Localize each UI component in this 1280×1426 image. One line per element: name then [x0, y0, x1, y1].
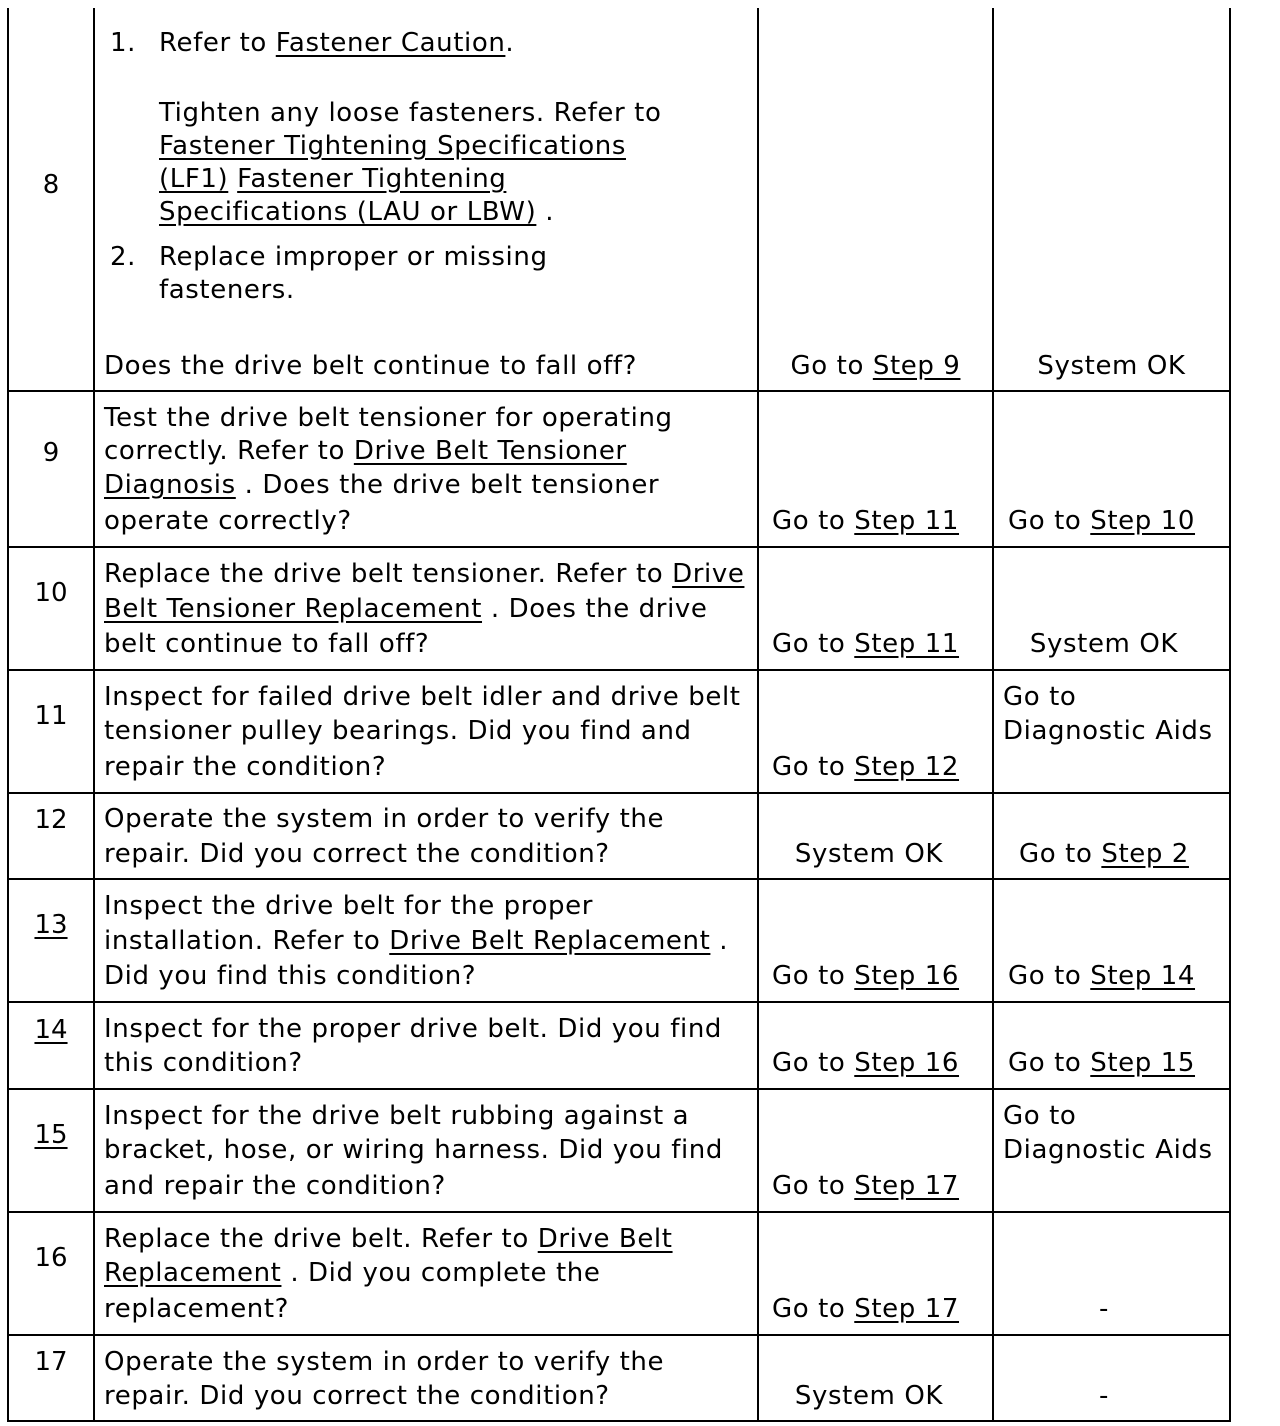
fastener-caution-link[interactable]: Fastener Caution [275, 28, 506, 58]
grid-line [7, 1001, 1231, 1003]
paragraph-line: Inspect the drive belt for the proper [104, 891, 593, 921]
static-text: Go to [1007, 1048, 1091, 1078]
step-number [9, 1118, 93, 1152]
step-number-link[interactable]: 15 [34, 1120, 68, 1150]
static-text: Go to [771, 752, 855, 782]
static-text: . Does the drive belt tensioner [235, 470, 660, 500]
step-link[interactable]: Step 14 [1090, 961, 1196, 991]
yes-action [759, 1046, 972, 1080]
fastener-tightening-specifications-lf1-link[interactable]: Fastener Tightening Specifications [159, 131, 626, 161]
yes-action [759, 959, 972, 993]
list-number: 2. [110, 242, 137, 272]
paragraph-line: and repair the condition? [104, 1171, 446, 1201]
paragraph-line: Inspect for the proper drive belt. Did you find [104, 1014, 722, 1044]
no-action: Diagnostic Aids [1003, 716, 1213, 746]
static-text: installation. Refer to [104, 926, 390, 956]
grid-line [7, 1211, 1231, 1213]
step-number-link[interactable]: 14 [34, 1015, 68, 1045]
yes-action [759, 627, 972, 661]
static-text: . Does the drive [482, 594, 708, 624]
drive-belt-replacement-link[interactable]: Replacement [104, 1258, 282, 1288]
fastener-tightening-specifications-lau-link[interactable]: Fastener Tightening [237, 164, 507, 194]
step-number [9, 1013, 93, 1047]
paragraph-line [159, 195, 554, 229]
step-number [9, 908, 93, 942]
paragraph-line [159, 129, 626, 163]
static-text: Go to [771, 629, 855, 659]
grid-line [7, 1334, 1231, 1336]
step-number: 16 [34, 1243, 68, 1273]
yes-action [759, 349, 992, 383]
static-text: Go to [771, 1048, 855, 1078]
grid-line [992, 8, 994, 1422]
step-number: 8 [42, 170, 60, 200]
paragraph-line: Did you find this condition? [104, 961, 477, 991]
step-link[interactable]: Step 17 [854, 1294, 960, 1324]
static-text: Go to [790, 351, 873, 381]
no-action [994, 1046, 1209, 1080]
paragraph-line [104, 1222, 673, 1256]
no-action [994, 837, 1214, 871]
step-number: 9 [42, 438, 60, 468]
fastener-tightening-specifications-lau-link[interactable]: Specifications (LAU or LBW) [159, 197, 537, 227]
paragraph-line: Tighten any loose fasteners. Refer to [159, 98, 662, 128]
question-text: Does the drive belt continue to fall off? [104, 351, 638, 381]
static-text: Go to [771, 506, 855, 536]
static-text: Go to [1019, 839, 1102, 869]
paragraph-line: bracket, hose, or wiring harness. Did you find [104, 1135, 723, 1165]
paragraph-line [104, 468, 659, 502]
grid-line [7, 390, 1231, 392]
static-text: Go to [771, 1294, 855, 1324]
list-item-text: fasteners. [159, 275, 295, 305]
step-link[interactable]: Step 2 [1101, 839, 1189, 869]
no-action: - [1099, 1294, 1109, 1324]
grid-line [7, 878, 1231, 880]
grid-line [7, 546, 1231, 548]
static-text: correctly. Refer to [104, 436, 354, 466]
yes-action: System OK [794, 1381, 944, 1411]
step-number: 12 [34, 805, 68, 835]
paragraph-line: Operate the system in order to verify the [104, 1347, 665, 1377]
no-action: System OK [1037, 351, 1186, 381]
list-item [110, 240, 136, 274]
static-text: Go to [1007, 506, 1091, 536]
no-action: Go to [1003, 682, 1077, 712]
no-action: - [1099, 1381, 1109, 1411]
paragraph-line: this condition? [104, 1048, 303, 1078]
drive-belt-tensioner-diagnosis-link[interactable]: Drive Belt Tensioner [353, 436, 627, 466]
static-text: Go to [771, 961, 855, 991]
yes-action [759, 1292, 972, 1326]
step-link[interactable]: Step 17 [854, 1171, 960, 1201]
no-action [994, 959, 1209, 993]
paragraph-line [104, 924, 728, 958]
step-number: 11 [34, 701, 68, 731]
grid-line [93, 8, 95, 1422]
step-number: 10 [34, 578, 68, 608]
paragraph-line: Inspect for failed drive belt idler and drive belt [104, 682, 741, 712]
static-text: Replace the drive belt tensioner. Refer to [104, 559, 673, 589]
yes-action [759, 750, 972, 784]
paragraph-line [104, 592, 707, 626]
step-number-link[interactable]: 13 [34, 910, 68, 940]
drive-belt-tensioner-replacement-link[interactable]: Drive [672, 559, 745, 589]
fastener-tightening-specifications-lf1-link[interactable]: (LF1) [159, 164, 229, 194]
static-text: . Did you complete the [281, 1258, 601, 1288]
grid-line [1229, 8, 1231, 1422]
drive-belt-tensioner-replacement-link[interactable]: Belt Tensioner Replacement [104, 594, 483, 624]
step-link[interactable]: Step 15 [1090, 1048, 1196, 1078]
paragraph-line: belt continue to fall off? [104, 629, 430, 659]
paragraph-line [159, 162, 506, 196]
paragraph-line [104, 557, 744, 591]
paragraph-line: Test the drive belt tensioner for operating [104, 403, 673, 433]
yes-action [759, 504, 972, 538]
step-link[interactable]: Step 12 [854, 752, 960, 782]
step-link[interactable]: Step 10 [1090, 506, 1196, 536]
step-link[interactable]: Step 16 [854, 961, 960, 991]
grid-line [7, 1420, 1231, 1422]
drive-belt-replacement-link[interactable]: Drive Belt Replacement [389, 926, 711, 956]
paragraph-line: repair. Did you correct the condition? [104, 839, 610, 869]
yes-action: System OK [794, 839, 944, 869]
list-item-text [159, 26, 514, 60]
grid-line [7, 669, 1231, 671]
paragraph-line [104, 434, 627, 468]
no-action: System OK [1029, 629, 1179, 659]
static-text: Refer to [159, 28, 276, 58]
step-number: 17 [34, 1347, 68, 1377]
list-item-text: Replace improper or missing [159, 242, 548, 272]
static-text: Go to [771, 1171, 855, 1201]
grid-line [7, 1088, 1231, 1090]
paragraph-line: repair the condition? [104, 752, 387, 782]
step-link[interactable]: Step 11 [854, 629, 960, 659]
paragraph-line: Inspect for the drive belt rubbing against a [104, 1101, 690, 1131]
paragraph-line: Operate the system in order to verify the [104, 804, 665, 834]
step-link[interactable]: Step 16 [854, 1048, 960, 1078]
yes-action [759, 1169, 972, 1203]
no-action: Go to [1003, 1101, 1077, 1131]
static-text: . [545, 197, 555, 227]
drive-belt-replacement-link[interactable]: Drive Belt [537, 1224, 673, 1254]
static-text: Go to [1007, 961, 1091, 991]
paragraph-line: tensioner pulley bearings. Did you find and [104, 716, 692, 746]
no-action [994, 504, 1209, 538]
paragraph-line: operate correctly? [104, 506, 352, 536]
static-text: Replace the drive belt. Refer to [104, 1224, 538, 1254]
drive-belt-tensioner-diagnosis-link[interactable]: Diagnosis [104, 470, 236, 500]
static-text: . [505, 28, 515, 58]
no-action: Diagnostic Aids [1003, 1135, 1213, 1165]
list-number: 1. [110, 28, 137, 58]
grid-line [7, 792, 1231, 794]
grid-line [757, 8, 759, 1422]
step-link[interactable]: Step 9 [872, 351, 961, 381]
paragraph-line: replacement? [104, 1294, 290, 1324]
list-item [110, 26, 136, 60]
paragraph-line [104, 1256, 600, 1290]
paragraph-line: repair. Did you correct the condition? [104, 1381, 610, 1411]
static-text: . [710, 926, 729, 956]
step-link[interactable]: Step 11 [854, 506, 960, 536]
